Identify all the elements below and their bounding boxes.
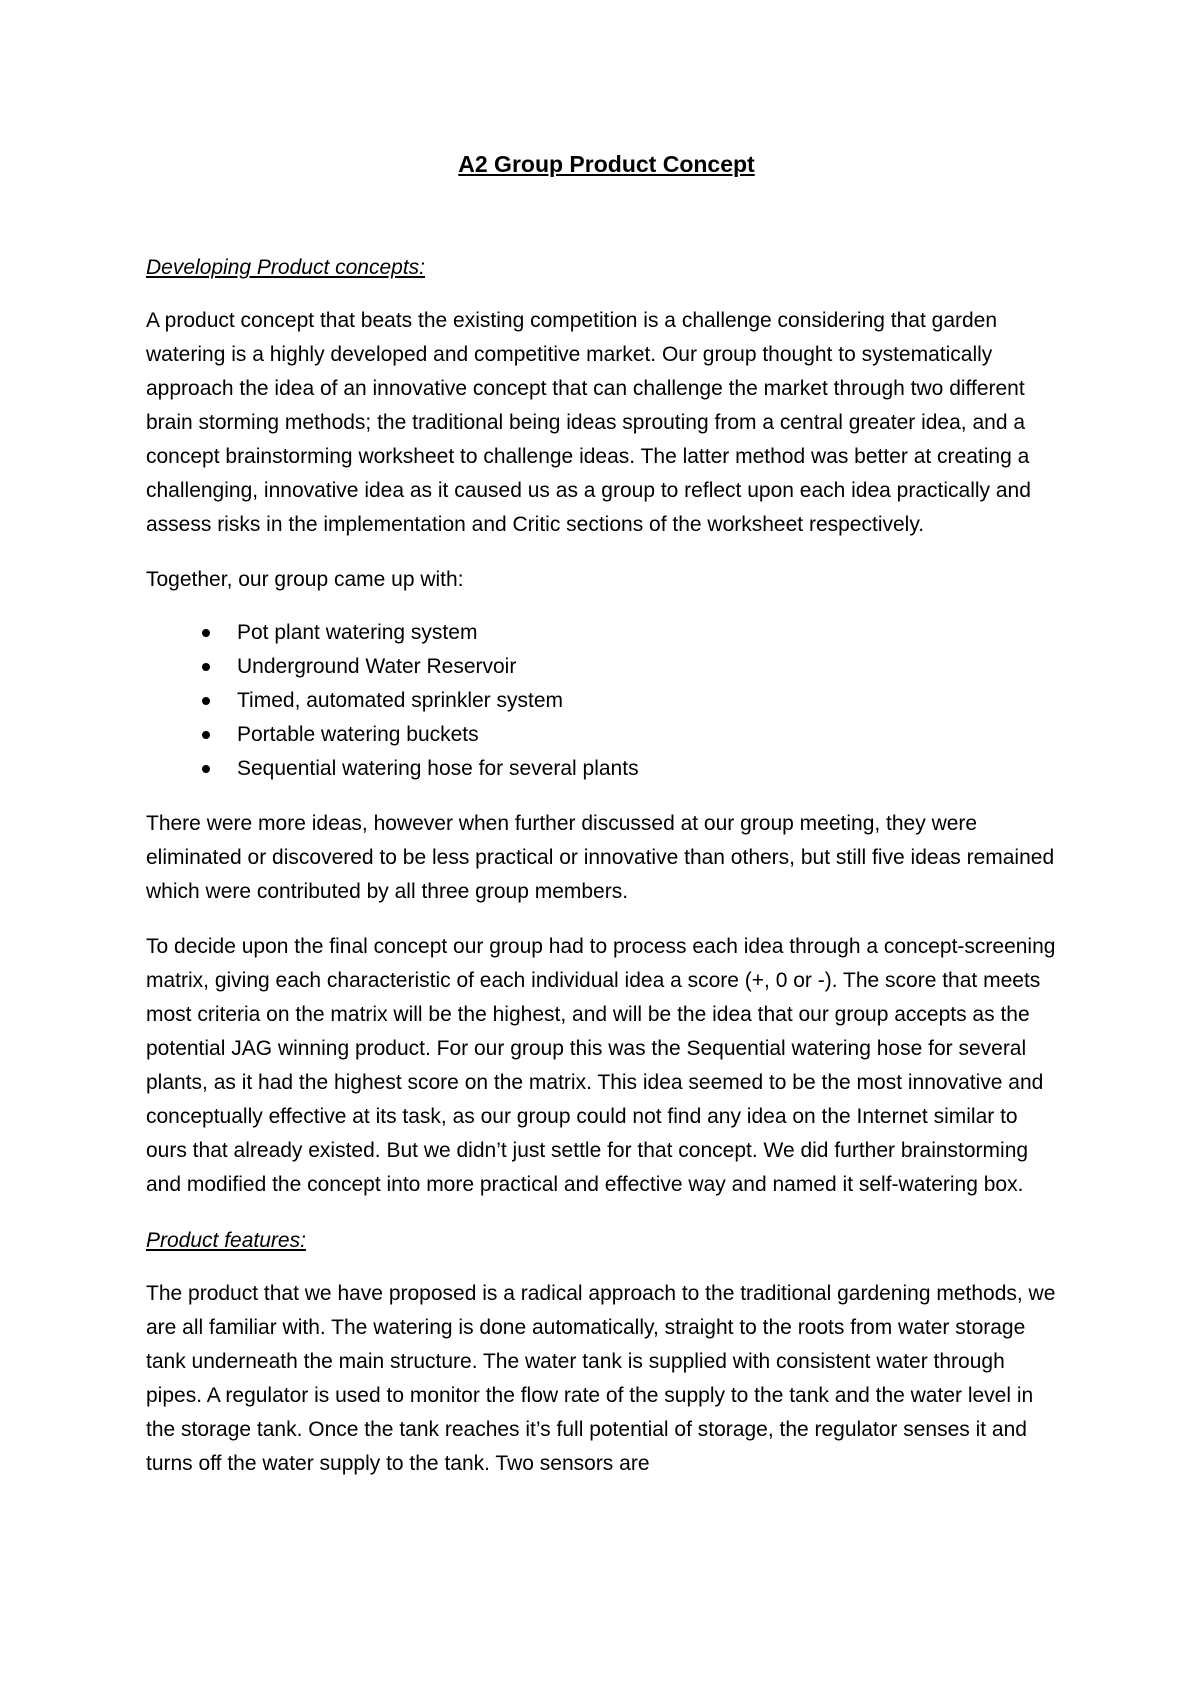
section-heading-developing-product-concepts: Developing Product concepts: [146,256,425,279]
document-body [146,146,1061,1481]
paragraph-product-features: The product that we have proposed is a radical approach to the traditional gardening methods, we are all familiar with. The watering is done automatically, straight to the roots from water storage tank underneath the main structure. The water tank is supplied with consistent water through pipes. A regulator is used to monitor the flow rate of the supply to the tank and the water level in the storage tank. Once the tank reaches it’s full potential of storage, the regulator senses it and turns off the water supply to the tank. Two sensors are [146,1282,1056,1475]
bullet-icon [202,697,210,705]
list-item [146,684,1061,718]
paragraph-ideas-lead-in: Together, our group came up with: [146,568,464,591]
list-item [146,650,1061,684]
ideas-bullet-list [146,616,1061,786]
paragraph-product-concept-intro: A product concept that beats the existing competition is a challenge considering that garden watering is a highly developed and competitive market. Our group thought to systematically approach the idea of an innovative concept that can challenge the market through two different brain storming methods; the traditional being ideas sprouting from a central greater idea, and a concept brainstorming worksheet to challenge ideas. The latter method was better at creating a challenging, innovative idea as it caused us as a group to reflect upon each idea practically and assess risks in the implementation and Critic sections of the worksheet respectively. [146,309,1031,536]
paragraph-ideas-eliminated: There were more ideas, however when further discussed at our group meeting, they were eliminated or discovered to be less practical or innovative than others, but still five ideas remained which were contributed by all three group members. [146,812,1055,903]
bullet-icon [202,731,210,739]
bullet-icon [202,765,210,773]
bullet-icon [202,629,210,637]
section-heading-product-features: Product features: [146,1229,306,1252]
list-item [146,616,1061,650]
list-item-text: Sequential watering hose for several plants [237,757,639,780]
list-item-text: Pot plant watering system [237,621,478,644]
list-item [146,752,1061,786]
list-item-text: Portable watering buckets [237,723,479,746]
document-title: A2 Group Product Concept [458,151,755,177]
list-item-text: Underground Water Reservoir [237,655,517,678]
bullet-icon [202,663,210,671]
paragraph-concept-screening: To decide upon the final concept our group had to process each idea through a concept-screening matrix, giving each characteristic of each individual idea a score (+, 0 or -). The score that meets most criteria on the matrix will be the highest, and will be the idea that our group accepts as the potential JAG winning product. For our group this was the Sequential watering hose for several plants, as it had the highest score on the matrix. This idea seemed to be the most innovative and conceptually effective at its task, as our group could not find any idea on the Internet similar to ours that already existed. But we didn’t just settle for that concept. We did further brainstorming and modified the concept into more practical and effective way and named it self-watering box. [146,935,1056,1196]
list-item-text: Timed, automated sprinkler system [237,689,564,712]
list-item [146,718,1061,752]
